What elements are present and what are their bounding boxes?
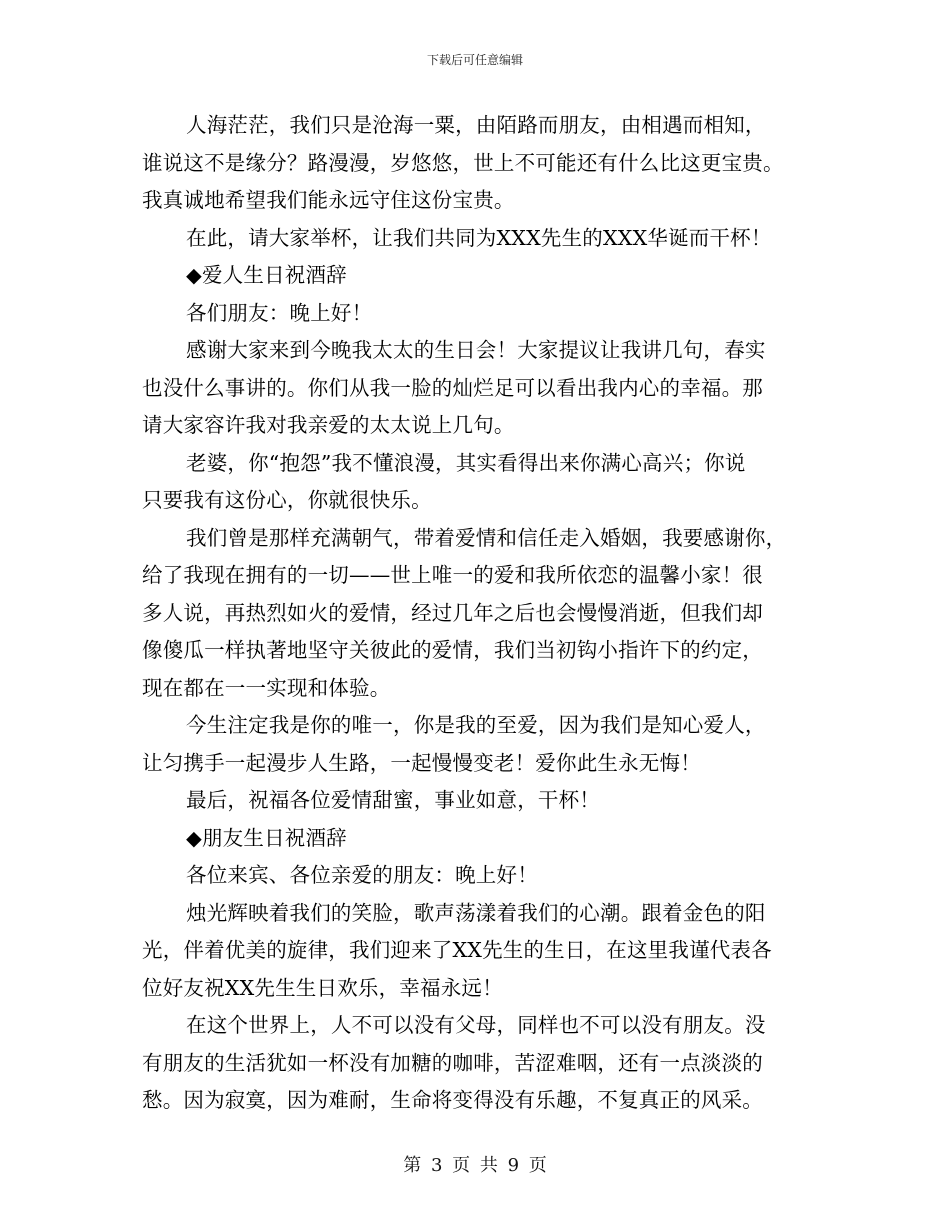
text-line: 我真诚地希望我们能永远守住这份宝贵。 — [142, 188, 515, 212]
text-line: 在此，请大家举杯，让我们共同为XXX先生的XXX华诞而干杯！ — [186, 225, 772, 250]
text-line: 有朋友的生活犹如一杯没有加糖的咖啡，苦涩难咽，还有一点淡淡的 — [142, 1050, 763, 1075]
text-line: 现在都在一一实现和体验。 — [142, 675, 391, 700]
text-line: ◆爱人生日祝酒辞 — [186, 263, 347, 287]
page-number-footer: 第 3 页 共 9 页 — [403, 1155, 547, 1176]
text-line: 我们曾是那样充满朝气，带着爱情和信任走入婚姻，我要感谢你， — [186, 525, 787, 550]
text-line: 愁。因为寂寞，因为难耐，生命将变得没有乐趣，不复真正的风采。 — [142, 1088, 763, 1112]
text-line: 请大家容许我对我亲爱的太太说上几句。 — [142, 413, 515, 437]
text-line: 也没什么事讲的。你们从我一脸的灿烂足可以看出我内心的幸福。那 — [142, 375, 763, 400]
text-line: 各们朋友：晚上好！ — [186, 300, 373, 325]
text-line: 位好友祝XX先生生日欢乐，幸福永远！ — [142, 975, 503, 1000]
text-line: 只要我有这份心，你就很快乐。 — [142, 488, 432, 512]
text-line: 人海茫茫，我们只是沧海一粟，由陌路而朋友，由相遇而相知， — [186, 113, 766, 137]
text-line: 最后，祝福各位爱情甜蜜，事业如意，干杯！ — [186, 788, 600, 812]
text-line: 在这个世界上，人不可以没有父母，同样也不可以没有朋友。没 — [186, 1013, 766, 1037]
text-line: 多人说，再热烈如火的爱情，经过几年之后也会慢慢消逝，但我们却 — [142, 600, 763, 625]
text-line: 让匀携手一起漫步人生路，一起慢慢变老！爱你此生永无悔！ — [142, 750, 701, 775]
document-body — [142, 107, 822, 1120]
text-line: 谁说这不是缘分？路漫漫，岁悠悠，世上不可能还有什么比这更宝贵。 — [142, 150, 784, 175]
text-line: 感谢大家来到今晚我太太的生日会！大家提议让我讲几句，春实 — [186, 338, 766, 362]
text-line: 今生注定我是你的唯一，你是我的至爱，因为我们是知心爱人， — [186, 713, 766, 737]
page-header: 下载后可任意编辑 — [426, 53, 523, 67]
text-line: 光，伴着优美的旋律，我们迎来了XX先生的生日，在这里我谨代表各 — [142, 938, 772, 962]
text-line: 各位来宾、各位亲爱的朋友：晚上好！ — [186, 863, 538, 887]
text-line: ◆朋友生日祝酒辞 — [186, 825, 347, 850]
text-line: 给了我现在拥有的一切——世上唯一的爱和我所依恋的温馨小家！很 — [142, 563, 763, 587]
text-line: 像傻瓜一样执著地坚守关彼此的爱情，我们当初钩小指许下的约定， — [142, 638, 763, 662]
text-line: 烛光辉映着我们的笑脸，歌声荡漾着我们的心潮。跟着金色的阳 — [186, 900, 766, 925]
text-line: 老婆，你“抱怨”我不懂浪漫，其实看得出来你满心高兴；你说 — [186, 450, 746, 475]
